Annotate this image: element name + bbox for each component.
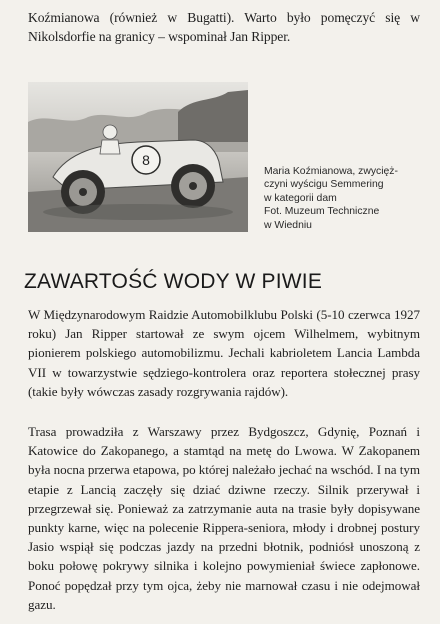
- body-paragraph-1: W Międzynarodowym Raidzie Automobilklubu Polski (5-10 czerwca 1927 roku) Jan Ripper startował ze swym ojcem Wilhelmem, wybitnym pionierem polskiego automobilizmu. Jechali kabrioletem Lancia Lambda VII w towarzystwie sędziego-kontrolera oraz reportera stołecznej prasy (takie były wówczas zasady rozgrywania rajdów).: [28, 307, 420, 399]
- photo-caption: [264, 165, 436, 232]
- caption-line: Fot. Muzeum Techniczne: [264, 206, 380, 218]
- svg-text:8: 8: [142, 152, 150, 168]
- caption-line: w Wiedniu: [264, 219, 312, 231]
- caption-line: czyni wyścigu Semmering: [264, 179, 384, 191]
- body-paragraph-2: Trasa prowadziła z Warszawy przez Bydgoszcz, Gdynię, Poznań i Katowice do Zakopanego, a stamtąd na metę do Lwowa. W Zakopanem była nocna przerwa etapowa, po której należało jechać na wschód. I na tym etapie z Lancią zaczęły się dziać dziwne rzeczy. Silnik przerywał i przegrzewał się. Ponieważ za zatrzymanie auta na trasie były dopisywane punkty karne, więc na polecenie Rippera-seniora, młody i drobnej postury Jasio wspiął się podczas jazdy na przedni błotnik, podniósł unoszoną z boku połowę pokrywy silnika i kolejno powymieniał świece zapłonowe. Ponoć popędzał przy tym ojca, żeby nie marnował czasu i nie odejmował gazu.: [28, 424, 420, 612]
- intro-paragraph: Koźmianowa (również w Bugatti). Warto było pomęczyć się w Nikolsdorfie na granicy – wspominał Jan Ripper.: [28, 10, 420, 44]
- racing-car-photo: [28, 82, 248, 232]
- vintage-racing-car-photo-icon: [28, 82, 248, 232]
- caption-line: Maria Koźmianowa, zwycięż-: [264, 166, 398, 177]
- caption-line: w kategorii dam: [264, 192, 337, 204]
- section-heading: ZAWARTOŚĆ WODY W PIWIE: [24, 270, 323, 293]
